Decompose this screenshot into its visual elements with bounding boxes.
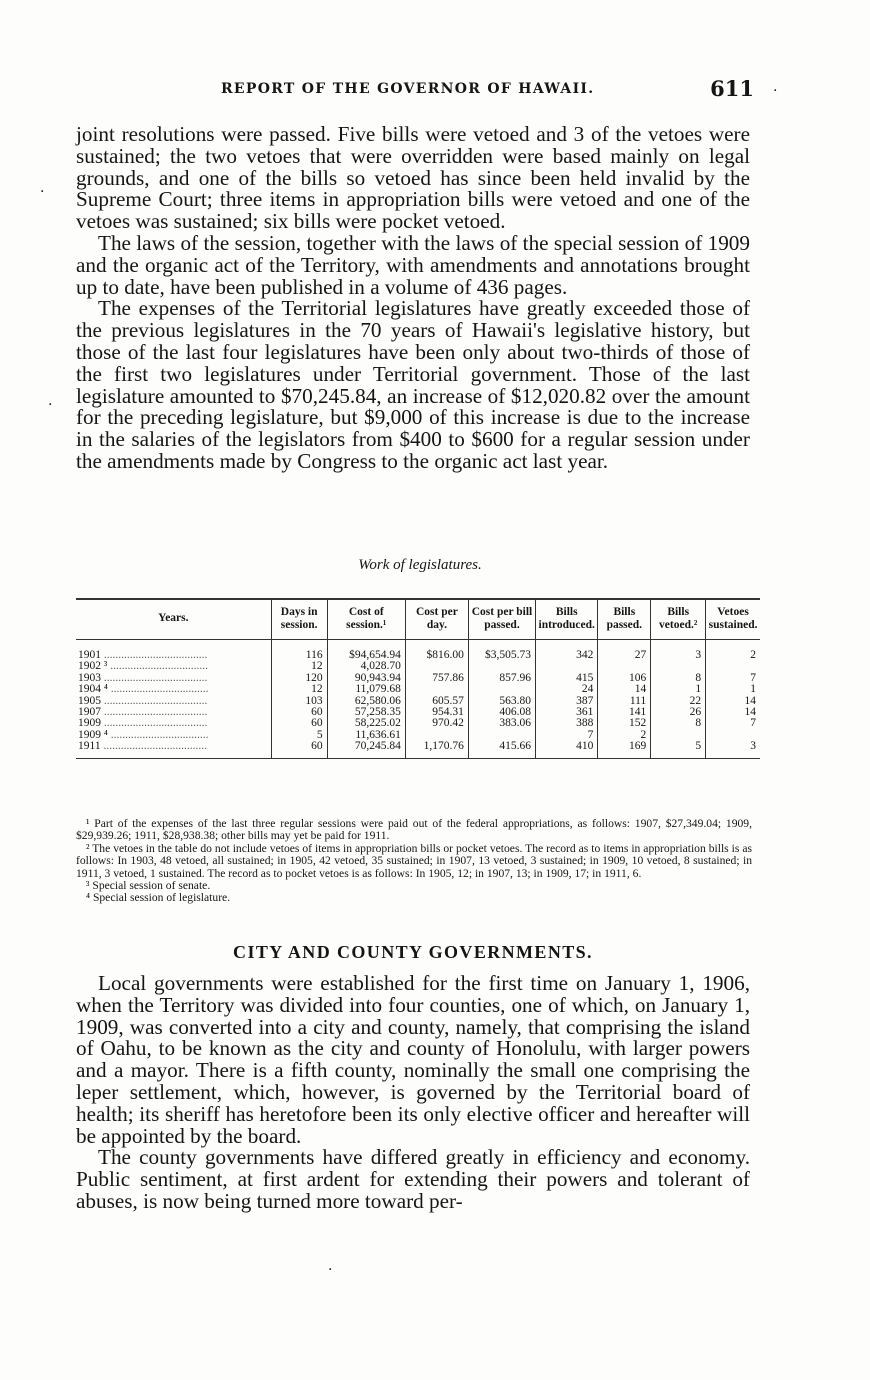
table-cell: 954.31 <box>405 707 468 718</box>
table-cell: $94,654.94 <box>327 640 405 662</box>
column-header: Bills passed. <box>598 599 651 640</box>
table-title: Work of legislatures. <box>358 557 482 573</box>
table-row <box>76 696 760 707</box>
column-header: Bills vetoed.² <box>651 599 706 640</box>
footnote: ¹ Part of the expenses of the last three regular sessions were paid out of the federal appropriations, as follows: 1907, $27,349.04; 1909, $29,939.26; 1911, $28,938.38; other bills may yet be paid for 1911. <box>76 817 752 843</box>
table-cell: 57,258.35 <box>327 707 405 718</box>
table-row <box>76 640 760 662</box>
table-cell: 60 <box>271 707 327 718</box>
year-cell: 1907 .................................... <box>78 707 208 719</box>
table-cell: 24 <box>536 684 598 695</box>
table-cell: 5 <box>651 741 706 758</box>
table-cell: 11,636.61 <box>327 730 405 741</box>
section-heading: CITY AND COUNTY GOVERNMENTS. <box>233 942 593 962</box>
column-header: Bills introduced. <box>536 599 598 640</box>
table-cell: 563.80 <box>468 696 535 707</box>
table-row <box>76 673 760 684</box>
table-cell: 5 <box>271 730 327 741</box>
table-cell: 361 <box>536 707 598 718</box>
table-cell: 106 <box>598 673 651 684</box>
year-cell: 1909 ⁴ .................................. <box>78 729 209 741</box>
column-header: Days in session. <box>271 599 327 640</box>
table-cell: 116 <box>271 640 327 662</box>
table-cell: 383.06 <box>468 718 535 729</box>
table-cell: 970.42 <box>405 718 468 729</box>
table-row <box>76 718 760 729</box>
table-cell: 22 <box>651 696 706 707</box>
table-cell: 1,170.76 <box>405 741 468 758</box>
table-body <box>76 640 760 759</box>
table-cell: 410 <box>536 741 598 758</box>
table-cell: 415 <box>536 673 598 684</box>
paragraph: Local governments were established for the first time on January 1, 1906, when the Territory was divided into four counties, one of which, on January 1, 1909, was converted into a city and county, namely, that comprising the island of Oahu, to be known as the city and county of Honolulu, with larger powers and a mayor. There is a fifth county, nominally the small one comprising the leper settlement, which, however, is governed by the Territorial board of health; its sheriff has heretofore been its only elective officer and hereafter will be appointed by the board. <box>76 971 750 1148</box>
table-cell: 857.96 <box>468 673 535 684</box>
table-cell: 1 <box>651 684 706 695</box>
table-cell: 388 <box>536 718 598 729</box>
margin-speck: · <box>40 184 45 200</box>
year-cell: 1902 ³ .................................. <box>78 661 208 673</box>
table-cell: 7 <box>536 730 598 741</box>
margin-speck: · <box>773 83 778 99</box>
paragraph: The laws of the session, together with the laws of the special session of 1909 and the organic act of the Territory, with amendments and annotations brought up to date, have been published in a volume of 436 pages. <box>76 230 750 299</box>
table-cell: 60 <box>271 741 327 758</box>
footnote: ² The vetoes in the table do not include vetoes of items in appropriation bills or pocket vetoes. The record as to items in appropriation bills is as follows: In 1903, 48 vetoed, all sustained; in 1905, 42 vetoed, 35 sustained; in 1907, 13 vetoed, 3 sustained; in 1909, 10 vetoed, 8 sustained; in 1911, 3 vetoed, 1 sustained. The record as to pocket vetoes is as follows: In 1905, 12; in 1907, 13; in 1909, 17; in 1911, 6. <box>76 841 752 880</box>
table-cell: 169 <box>598 741 651 758</box>
table-cell: 103 <box>271 696 327 707</box>
table-cell: 152 <box>598 718 651 729</box>
table-row <box>76 730 760 741</box>
table-row <box>76 707 760 718</box>
table-cell: 415.66 <box>468 741 535 758</box>
table-cell: $816.00 <box>405 640 468 662</box>
year-cell: 1904 ⁴ .................................. <box>78 684 209 696</box>
table-cell: 90,943.94 <box>327 673 405 684</box>
margin-speck: · <box>48 397 53 413</box>
table-cell: 8 <box>651 718 706 729</box>
column-header: Cost per bill passed. <box>468 599 535 640</box>
table-cell: 387 <box>536 696 598 707</box>
table-cell: 11,079.68 <box>327 684 405 695</box>
footnote: ³ Special session of senate. <box>86 879 211 893</box>
year-cell: 1901 .................................... <box>78 649 208 661</box>
table-row <box>76 741 760 758</box>
table-cell: 342 <box>536 640 598 662</box>
table-cell: 12 <box>271 684 327 695</box>
table-cell: 757.86 <box>405 673 468 684</box>
table-cell: 62,580.06 <box>327 696 405 707</box>
column-header: Years. <box>76 599 271 640</box>
table-cell: 111 <box>598 696 651 707</box>
table-cell: 7 <box>706 673 760 684</box>
table-cell: 60 <box>271 718 327 729</box>
table-cell: $3,505.73 <box>468 640 535 662</box>
table-cell: 58,225.02 <box>327 718 405 729</box>
year-cell: 1911 .................................... <box>76 741 271 758</box>
year-cell: 1905 .................................... <box>78 695 208 707</box>
margin-speck: · <box>328 1262 333 1278</box>
table-cell: 3 <box>651 640 706 662</box>
table-row <box>76 661 760 672</box>
table-cell: 8 <box>651 673 706 684</box>
table-cell: 14 <box>598 684 651 695</box>
page-number: 611 <box>710 76 754 101</box>
table-cell: 27 <box>598 640 651 662</box>
table-cell: 26 <box>651 707 706 718</box>
table-cell <box>405 684 468 695</box>
table-cell: 3 <box>706 741 760 758</box>
table-cell: 4,028.70 <box>327 661 405 672</box>
year-cell: 1909 .................................... <box>78 718 208 730</box>
page-header <box>76 74 756 106</box>
table-cell: 2 <box>598 730 651 741</box>
table-cell: 14 <box>706 707 760 718</box>
body-text-top <box>76 124 750 473</box>
paragraph: The county governments have differed greatly in efficiency and economy. Public sentiment, at first ardent for extending their powers and tolerant of abuses, is now being turned more toward per- <box>76 1145 750 1213</box>
table-cell: 70,245.84 <box>327 741 405 758</box>
table-cell: 2 <box>706 640 760 662</box>
table-cell: 406.08 <box>468 707 535 718</box>
column-header: Vetoes sustained. <box>706 599 760 640</box>
table-cell: 141 <box>598 707 651 718</box>
table-cell <box>468 684 535 695</box>
table-cell: 7 <box>706 718 760 729</box>
footnotes <box>76 818 752 905</box>
table-cell: 12 <box>271 661 327 672</box>
running-head: REPORT OF THE GOVERNOR OF HAWAII. <box>221 81 595 97</box>
column-header: Cost per day. <box>405 599 468 640</box>
table-cell: 605.57 <box>405 696 468 707</box>
footnote: ⁴ Special session of legislature. <box>86 891 231 905</box>
table-cell: 14 <box>706 696 760 707</box>
legislatures-table <box>76 598 760 759</box>
table-cell: 1 <box>706 684 760 695</box>
table-row <box>76 684 760 695</box>
table-header-row <box>76 599 760 640</box>
body-text-bottom <box>76 973 750 1213</box>
year-cell: 1903 .................................... <box>78 672 208 684</box>
paragraph: joint resolutions were passed. Five bills were vetoed and 3 of the vetoes were sustained; the two vetoes that were overridden were based mainly on legal grounds, and one of the bills so vetoed has since been held invalid by the Supreme Court; three items in appropriation bills were vetoed and one of the vetoes was sustained; six bills were pocket vetoed. <box>76 122 750 234</box>
table-cell: 120 <box>271 673 327 684</box>
paragraph: The expenses of the Territorial legislatures have greatly exceeded those of the previous legislatures in the 70 years of Hawaii's legislative history, but those of the last four legislatures have been only about two-thirds of those of the first two legislatures under Territorial government. Those of the last legislature amounted to $70,245.84, an increase of $12,020.82 over the amount for the preceding legislature, but $9,000 of this increase is due to the increase in the salaries of the legislators from $400 to $600 for a regular session under the amendments made by Congress to the organic act last year. <box>76 296 750 473</box>
column-header: Cost of session.¹ <box>327 599 405 640</box>
